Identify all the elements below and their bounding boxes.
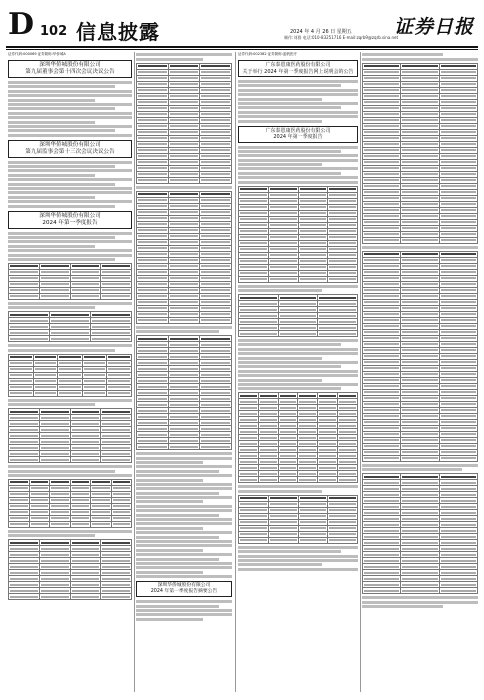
body-text	[136, 566, 232, 569]
headline-line: 深圳华侨城股份有限公司	[39, 141, 101, 148]
body-text	[8, 254, 132, 257]
body-text	[8, 103, 132, 106]
body-text	[136, 186, 232, 189]
body-text	[238, 365, 341, 368]
body-text	[8, 344, 132, 347]
section-title: 信息披露	[76, 20, 160, 44]
body-text	[136, 605, 219, 608]
notice-headline	[8, 140, 132, 158]
headline-line: 广东泰恩康医药股份有限公司	[265, 127, 331, 134]
body-text	[238, 490, 322, 493]
body-text	[238, 89, 358, 92]
body-text	[136, 540, 232, 543]
body-text	[238, 285, 358, 288]
body-text	[238, 289, 322, 292]
body-text	[238, 154, 358, 157]
paper-logo: 证券日报	[393, 16, 474, 38]
body-text	[8, 349, 115, 352]
data-table	[136, 335, 232, 450]
masthead-rule	[6, 46, 478, 48]
headline-line: 第九届董事会第十四次会议决议公告	[25, 69, 115, 75]
body-text	[136, 470, 219, 473]
body-text	[238, 383, 358, 386]
body-text	[8, 249, 132, 252]
body-text	[136, 483, 232, 486]
body-text	[238, 370, 358, 373]
body-text	[238, 159, 358, 162]
body-text	[136, 571, 203, 574]
data-table	[238, 294, 358, 337]
body-text	[8, 116, 132, 119]
body-text	[8, 530, 132, 533]
body-text	[238, 343, 341, 346]
column-divider	[360, 52, 361, 692]
body-text	[8, 187, 132, 190]
body-text	[238, 93, 358, 96]
masthead	[6, 8, 478, 44]
body-text	[136, 479, 203, 482]
body-text	[136, 518, 232, 521]
body-text	[8, 205, 115, 208]
page-letter: D	[8, 7, 35, 42]
date-line: 2024 年 4 月 26 日 星期五	[290, 29, 352, 35]
body-text	[136, 618, 203, 621]
data-table	[238, 186, 358, 283]
body-text	[238, 172, 341, 175]
headline-line: 广东泰恩康医药股份有限公司	[265, 62, 331, 68]
data-table	[136, 63, 232, 184]
body-text	[238, 563, 322, 566]
body-text	[136, 452, 232, 455]
column-1	[8, 52, 132, 692]
body-text	[136, 461, 203, 464]
notice-meta: 证券代码:000069 证券简称:华侨城A	[8, 52, 66, 56]
data-table	[8, 263, 132, 300]
column-divider	[235, 52, 236, 692]
body-text	[136, 514, 219, 517]
notice-headline	[238, 60, 358, 77]
masthead-rule-thin	[6, 49, 478, 50]
body-text	[8, 240, 132, 243]
body-text	[238, 485, 358, 488]
body-text	[136, 326, 232, 329]
data-table	[238, 392, 358, 483]
body-text	[238, 379, 322, 382]
body-text	[136, 600, 232, 603]
body-text	[136, 492, 219, 495]
body-text	[8, 465, 132, 468]
body-text	[238, 352, 358, 355]
body-text	[8, 183, 115, 186]
notice-meta: 证券代码:002382 证券简称:蓝帆医疗	[238, 52, 297, 56]
headline-line: 关于举行 2024 年第一季度报告网上说明会的公告	[242, 68, 354, 75]
data-table	[238, 495, 358, 544]
body-text	[8, 534, 95, 537]
body-text	[362, 246, 478, 249]
body-text	[362, 605, 443, 608]
column-2	[136, 52, 232, 692]
data-table	[362, 63, 478, 244]
body-text	[136, 330, 219, 333]
contact-line: 制作:刘群 电话:010-83251716 E-mail:zqrb9@zqrb.sina.net	[284, 35, 399, 40]
body-text	[238, 361, 358, 364]
body-text	[8, 161, 132, 164]
headline-line: 2024 年第一季度报告摘要公告	[150, 589, 218, 595]
body-text	[238, 387, 341, 390]
body-text	[8, 125, 132, 128]
body-text	[136, 549, 203, 552]
notice-headline	[136, 581, 232, 597]
body-text	[238, 546, 358, 549]
body-text	[238, 115, 358, 118]
body-text	[238, 181, 358, 184]
body-text	[238, 163, 322, 166]
body-text	[8, 134, 132, 137]
body-text	[136, 536, 219, 539]
headline-line: 2024 年第一季度报告	[273, 134, 323, 141]
body-text	[8, 165, 115, 168]
data-table	[8, 479, 132, 528]
body-text	[136, 474, 232, 477]
body-text	[362, 53, 443, 56]
body-text	[238, 339, 358, 342]
data-table	[362, 473, 478, 594]
body-text	[238, 84, 341, 87]
body-text	[8, 107, 115, 110]
body-text	[136, 613, 232, 616]
body-text	[8, 112, 132, 115]
body-text	[238, 146, 358, 149]
body-text	[238, 374, 358, 377]
notice-headline	[238, 126, 358, 143]
body-text	[8, 174, 95, 177]
notice-headline	[8, 60, 132, 78]
body-text	[8, 245, 95, 248]
body-text	[238, 357, 322, 360]
body-text	[8, 191, 132, 194]
body-text	[238, 150, 341, 153]
column-divider	[134, 52, 135, 692]
body-text	[238, 176, 358, 179]
body-text	[8, 99, 95, 102]
body-text	[238, 550, 341, 553]
body-text	[238, 559, 358, 562]
body-text	[362, 464, 478, 467]
body-text	[136, 58, 203, 61]
body-text	[8, 178, 132, 181]
body-text	[238, 111, 358, 114]
body-text	[136, 500, 203, 503]
body-text	[136, 53, 232, 56]
body-text	[8, 470, 115, 473]
body-text	[136, 527, 203, 530]
body-text	[8, 403, 95, 406]
data-table	[136, 191, 232, 324]
data-table	[8, 539, 132, 600]
body-text	[362, 601, 478, 604]
headline-line: 深圳华侨城股份有限公司	[39, 212, 101, 219]
body-text	[136, 544, 232, 547]
body-text	[238, 120, 322, 123]
body-text	[8, 121, 95, 124]
body-text	[238, 102, 358, 105]
column-4	[362, 52, 478, 692]
body-text	[136, 553, 232, 556]
data-table	[8, 408, 132, 463]
body-text	[362, 468, 462, 471]
body-text	[136, 487, 232, 490]
headline-line: 2024 年第一季度报告	[42, 219, 98, 226]
body-text	[136, 575, 232, 578]
headline-line: 第九届监事会第十三次会议决议公告	[25, 148, 115, 155]
column-3	[238, 52, 358, 692]
body-text	[8, 232, 132, 235]
body-text	[8, 85, 115, 88]
body-text	[238, 568, 358, 571]
body-text	[136, 558, 219, 561]
notice-headline	[8, 211, 132, 229]
body-text	[8, 200, 132, 203]
body-text	[8, 129, 115, 132]
body-text	[238, 167, 358, 170]
body-text	[136, 522, 232, 525]
data-table	[8, 354, 132, 397]
body-text	[8, 302, 132, 305]
body-text	[8, 169, 132, 172]
body-text	[8, 399, 132, 402]
body-text	[8, 90, 132, 93]
body-text	[8, 306, 95, 309]
body-text	[362, 596, 478, 599]
body-text	[8, 94, 132, 97]
body-text	[136, 465, 232, 468]
body-text	[8, 474, 132, 477]
page-number: 102	[40, 24, 68, 39]
body-text	[238, 98, 322, 101]
body-text	[238, 80, 358, 83]
body-text	[8, 236, 115, 239]
body-text	[136, 457, 232, 460]
body-text	[238, 106, 341, 109]
body-text	[136, 562, 232, 565]
body-text	[238, 555, 358, 558]
headline-line: 深圳华侨城股份有限公司	[39, 62, 101, 68]
body-text	[136, 496, 232, 499]
body-text	[136, 609, 232, 612]
data-table	[362, 251, 478, 462]
body-text	[136, 509, 232, 512]
body-text	[238, 348, 358, 351]
body-text	[8, 196, 95, 199]
body-text	[8, 258, 115, 261]
body-text	[362, 58, 478, 61]
data-table	[8, 311, 132, 342]
headline-line: 深圳华侨城股份有限公司	[157, 583, 211, 589]
body-text	[136, 505, 232, 508]
body-text	[136, 531, 232, 534]
body-text	[8, 81, 132, 84]
